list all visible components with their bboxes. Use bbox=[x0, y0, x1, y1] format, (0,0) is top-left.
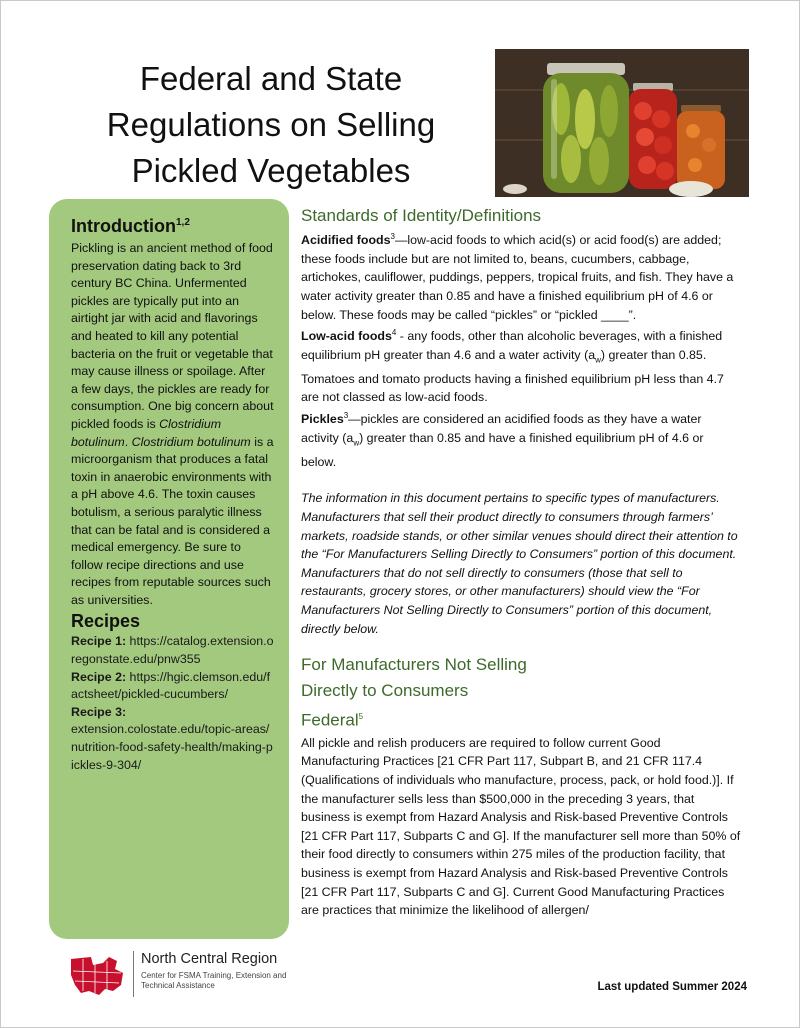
title-line-2: Regulations on Selling bbox=[106, 106, 436, 143]
recipe-item-3: Recipe 3: extension.colostate.edu/topic-areas/nutrition-food-safety-health/making-pickles-9-304/ bbox=[71, 704, 273, 772]
title-line-1: Federal and State bbox=[139, 60, 403, 97]
intro-heading: Introduction$^{1,2}$ bbox=[71, 216, 190, 236]
region-map-icon bbox=[69, 951, 127, 997]
section2-heading-line-2: Directly to Consumers bbox=[301, 681, 469, 701]
recipe-item-2: Recipe 2: https://hgic.clemson.edu/factsheet/pickled-cucumbers/ bbox=[71, 669, 271, 702]
recipe-link-3[interactable]: extension.colostate.edu/topic-areas/nutrition-food-safety-health/making-pickles-9-304/ bbox=[71, 722, 273, 772]
section2-heading-line-1: For Manufacturers Not Selling bbox=[301, 655, 527, 675]
recipe-link-2[interactable]: https://hgic.clemson.edu/factsheet/pickled-cucumbers/ bbox=[71, 669, 271, 702]
intro-body: Pickling is an ancient method of food preservation dating back to 3rd century BC China. Unfermented pickles are typically put into an airtight jar with acid and flavorings and heated to kill any potential bacteria on the fruit or vegetable that may cause illness or spoilage. After a few days, the pickles are ready for consumption. One big concern about pickled foods is Clostridium botulinum. Clostridium botulinum is a microorganism that produces a fatal toxin in anaerobic environments with a pH above 4.6. The toxin causes botulism, a serious paralytic illness that can be fatal and is considered a medical emergency. Be sure to follow recipe directions and use recipes from reputable sources such as universities. bbox=[71, 241, 274, 607]
main-column bbox=[301, 204, 741, 920]
low-acid-foods-definition: Low-acid foods$^4$ - any foods, other than alcoholic beverages, with a finished equilibrium pH greater than 4.6 and a water activity $(a_w)$ greater than 0.85. Tomatoes and tomato products having a finished equilibrium pH less than 4.7 are not classed as low-acid foods. bbox=[301, 328, 724, 405]
intro-refs: 1,2 bbox=[175, 217, 190, 228]
page-title bbox=[61, 56, 481, 194]
acidified-foods-definition: Acidified foods$^3$—low-acid foods to which acid(s) or acid food(s) are added; these foods include but are not limited to, beans, cucumbers, cabbage, artichokes, cauliflower, puddings, peppers, tropical fruits, and fish. They have a water activity greater than 0.85 and have a finished equilibrium pH of 4.6 or below. These foods may be called “pickles” or “pickled ____”. bbox=[301, 232, 734, 322]
recipe-item-1: Recipe 1: https://catalog.extension.oregonstate.edu/pnw355 bbox=[71, 634, 274, 667]
ncr-logo bbox=[69, 949, 299, 1001]
title-line-3: Pickled Vegetables bbox=[131, 152, 411, 189]
section-not-selling-directly bbox=[301, 652, 741, 920]
scope-note: The information in this document pertains to specific types of manufacturers. Manufacturers that sell their product directly to consumers through farmers’ markets, roadside stands, or other similar venues should direct their attention to the “For Manufacturers Selling Directly to Consumers” portion of this document. Manufacturers that do not sell directly to consumers (those that sell to restaurants, grocery stores, or other manufacturers) should view the “For Manufacturers Not Selling Directly to Consumers” portion of this document, directly below. bbox=[301, 491, 738, 636]
intro-sidebar bbox=[49, 199, 289, 939]
recipes-heading: Recipes bbox=[71, 611, 141, 632]
pickles-definition: Pickles$^3$—pickles are considered an acidified foods as they have a water activity $(a_w)$ greater than 0.85 and have a finished equilibrium pH of 4.6 or below. bbox=[301, 411, 704, 469]
standards-heading: Standards of Identity/Definitions bbox=[301, 206, 542, 225]
recipe-link-1[interactable]: https://catalog.extension.oregonstate.edu/pnw355 bbox=[71, 634, 274, 667]
pickle-jars-photo bbox=[495, 49, 749, 197]
org-subtitle: Center for FSMA Training, Extension and Technical Assistance bbox=[141, 971, 287, 990]
logo-divider bbox=[133, 951, 134, 997]
federal-subheading: Federal$^5$ bbox=[301, 710, 364, 730]
last-updated: Last updated Summer 2024 bbox=[597, 981, 747, 993]
org-name: North Central Region bbox=[141, 951, 278, 967]
federal-body: All pickle and relish producers are required to follow current Good Manufacturing Practices [21 CFR Part 117, Subpart B, and 21 CFR 117.4 (Qualifications of individuals who manufacture, process, pack, or hold food.)]. If the manufacturer sells less than $500,000 in the preceding 3 years, that business is exempt from Hazard Analysis and Risk-based Preventive Controls [21 CFR Part 117, Subparts C and G]. If the manufacturer sell more than 50% of their food directly to consumers within 275 miles of the production facility, that business is exempt from Hazard Analysis and Risk-based Preventive Controls [21 CFR Part 117, Subparts C and G]. Current Good Manufacturing Practices are practices that minimize the likelihood of allergen/ bbox=[301, 735, 741, 918]
